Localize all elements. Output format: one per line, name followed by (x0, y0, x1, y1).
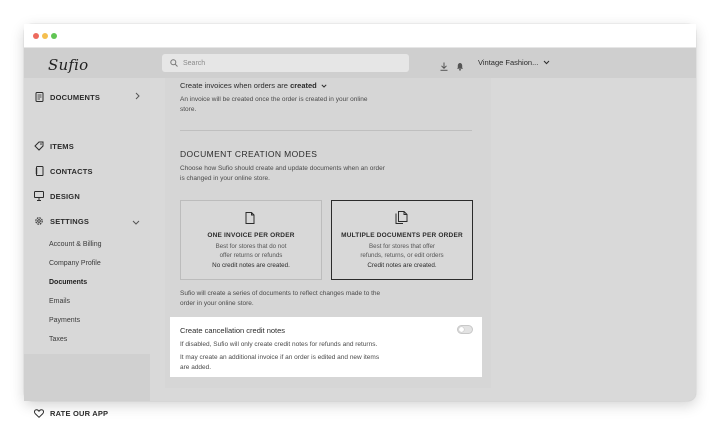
section-divider (180, 130, 472, 131)
credit-notes-description: If disabled, Sufio will only create credit notes for refunds and returns. (180, 341, 378, 348)
description-line: are added. (180, 363, 212, 371)
settings-sub-taxes[interactable]: Taxes (49, 336, 68, 343)
credit-notes-toggle[interactable] (457, 325, 473, 334)
sidebar-item-settings[interactable] (34, 212, 146, 230)
section-heading: DOCUMENT CREATION MODES (180, 149, 318, 159)
tag-icon (34, 141, 44, 151)
rate-app-label: RATE OUR APP (50, 408, 109, 418)
search-icon (170, 59, 178, 67)
store-name: Vintage Fashion... (478, 58, 539, 67)
create-invoices-description (180, 95, 368, 114)
settings-sub-payments[interactable]: Payments (49, 317, 81, 324)
description-line: Sufio will create a series of documents to reflect changes made to the (180, 290, 381, 297)
card-title: MULTIPLE DOCUMENTS PER ORDER (341, 232, 463, 239)
credit-notes-label: Create cancellation credit notes (180, 326, 286, 335)
settings-sub-account-billing[interactable]: Account & Billing (49, 241, 102, 248)
description-line: An invoice will be created once the order is created in your online (180, 96, 368, 103)
create-invoices-prefix: Create invoices when orders are (180, 81, 291, 90)
top-bar (150, 48, 696, 78)
sidebar-item-label: SETTINGS (50, 216, 90, 226)
title-bar (24, 24, 696, 48)
close-window-button[interactable] (33, 33, 39, 39)
create-invoices-setting[interactable] (180, 81, 327, 90)
search-placeholder: Search (183, 59, 206, 67)
sufio-logo[interactable]: Sufio (48, 56, 89, 74)
chevron-right-icon (135, 92, 140, 102)
maximize-window-button[interactable] (51, 33, 57, 39)
multiple-documents-option-card[interactable] (331, 200, 473, 280)
description-line: store. (180, 105, 197, 113)
minimize-window-button[interactable] (42, 33, 48, 39)
card-note: Credit notes are created. (367, 262, 437, 269)
one-invoice-option-card[interactable] (180, 200, 322, 280)
description-line: Choose how Sufio should create and update documents when an order (180, 165, 385, 172)
modes-description (180, 164, 385, 183)
chevron-down-icon (321, 84, 327, 88)
sidebar-item-documents[interactable] (34, 88, 146, 106)
gear-icon (34, 216, 44, 226)
search-input[interactable] (162, 54, 409, 72)
sidebar-item-items[interactable] (34, 137, 146, 155)
chevron-down-icon (132, 218, 140, 227)
description-line: is changed in your online store. (180, 174, 270, 182)
credit-notes-extra-description (180, 353, 379, 372)
sidebar-item-contacts[interactable] (34, 162, 146, 180)
document-icon (34, 92, 44, 102)
sidebar-footer (24, 354, 150, 401)
description-line: offer returns or refunds (219, 252, 283, 259)
card-description (342, 242, 462, 260)
design-icon (34, 191, 44, 201)
settings-sub-emails[interactable]: Emails (49, 298, 71, 305)
description-line: Best for stores that offer (369, 243, 435, 250)
card-title: ONE INVOICE PER ORDER (207, 232, 295, 239)
store-switcher[interactable] (478, 58, 550, 67)
description-line: Best for stores that do not (215, 243, 287, 250)
sidebar-item-design[interactable] (34, 187, 146, 205)
sidebar-item-label: CONTACTS (50, 166, 93, 176)
contacts-icon (34, 166, 44, 176)
sidebar-item-label: ITEMS (50, 141, 74, 151)
rate-app-link[interactable] (34, 404, 146, 422)
card-description (191, 242, 311, 260)
sidebar-item-label: DOCUMENTS (50, 92, 101, 102)
sidebar (24, 48, 150, 418)
download-icon[interactable] (440, 58, 448, 76)
sidebar-item-label: DESIGN (50, 191, 80, 201)
document-icon (245, 211, 255, 229)
create-invoices-dropdown[interactable]: created (290, 81, 317, 90)
description-line: order in your online store. (180, 299, 254, 307)
description-line: It may create an additional invoice if an order is edited and new items (180, 354, 380, 361)
bell-icon[interactable] (456, 58, 464, 76)
chevron-down-icon (543, 60, 550, 65)
card-note: No credit notes are created. (212, 262, 290, 269)
heart-icon (34, 408, 44, 418)
documents-icon (395, 211, 408, 229)
settings-sub-documents[interactable]: Documents (49, 279, 88, 286)
settings-sub-company-profile[interactable]: Company Profile (49, 260, 101, 267)
description-line: refunds, returns, or edit orders (360, 252, 444, 259)
series-description (180, 289, 380, 308)
